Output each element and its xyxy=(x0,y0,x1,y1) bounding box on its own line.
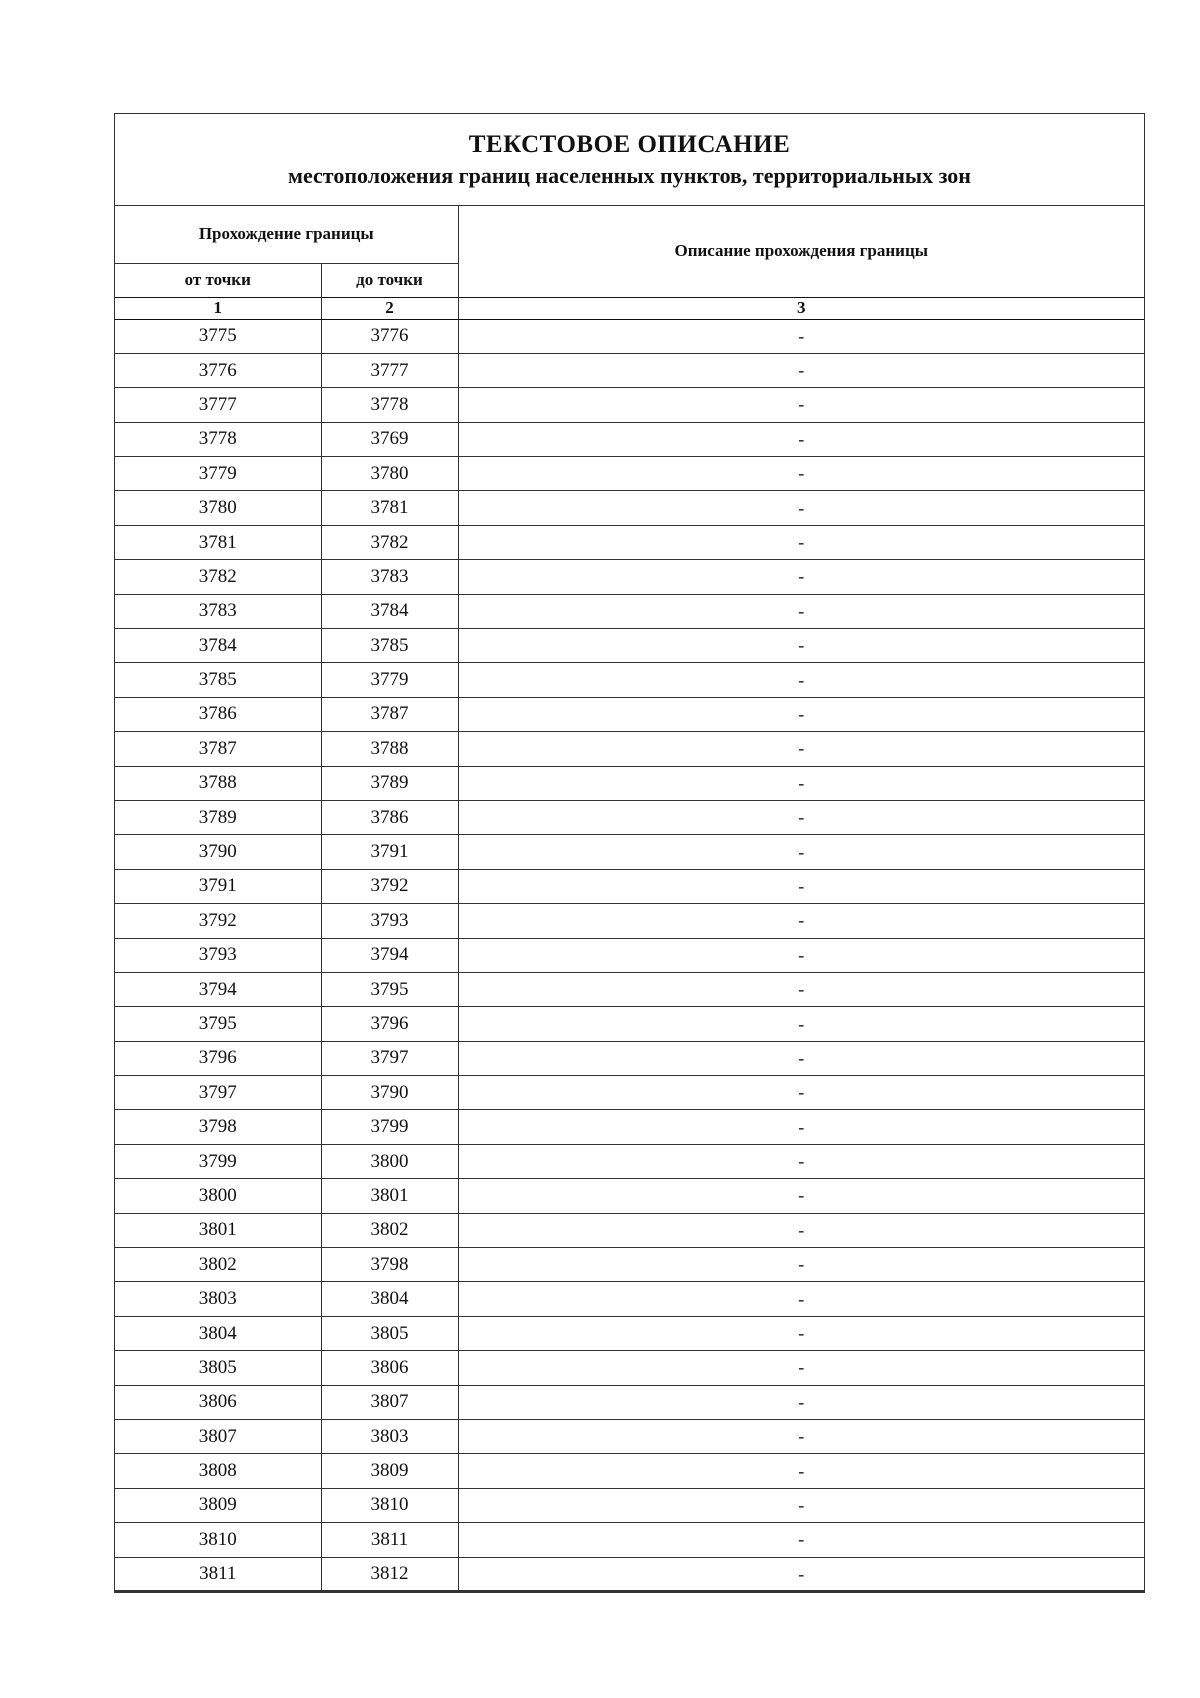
to-point-cell: 3789 xyxy=(321,766,458,800)
table-row xyxy=(115,1213,1144,1247)
from-point-cell: 3795 xyxy=(115,1007,321,1041)
table-row xyxy=(115,1557,1144,1591)
description-cell: - xyxy=(458,525,1144,559)
to-point-cell: 3810 xyxy=(321,1488,458,1522)
to-point-cell: 3809 xyxy=(321,1454,458,1488)
table-row xyxy=(115,938,1144,972)
from-point-cell: 3780 xyxy=(115,491,321,525)
from-point-cell: 3781 xyxy=(115,525,321,559)
table-row xyxy=(115,663,1144,697)
description-cell: - xyxy=(458,422,1144,456)
to-point-cell: 3798 xyxy=(321,1248,458,1282)
description-cell: - xyxy=(458,904,1144,938)
description-cell: - xyxy=(458,663,1144,697)
title-block xyxy=(115,114,1144,206)
to-point-cell: 3803 xyxy=(321,1420,458,1454)
description-cell: - xyxy=(458,1523,1144,1557)
to-point-cell: 3800 xyxy=(321,1144,458,1178)
column-number-1: 1 xyxy=(115,297,321,319)
from-point-cell: 3805 xyxy=(115,1351,321,1385)
from-point-cell: 3804 xyxy=(115,1316,321,1350)
table-row xyxy=(115,1488,1144,1522)
to-point-cell: 3779 xyxy=(321,663,458,697)
table-row xyxy=(115,457,1144,491)
from-point-cell: 3802 xyxy=(115,1248,321,1282)
to-point-cell: 3812 xyxy=(321,1557,458,1591)
description-cell: - xyxy=(458,732,1144,766)
from-point-cell: 3785 xyxy=(115,663,321,697)
to-point-cell: 3793 xyxy=(321,904,458,938)
from-point-cell: 3809 xyxy=(115,1488,321,1522)
table-row xyxy=(115,904,1144,938)
from-point-cell: 3808 xyxy=(115,1454,321,1488)
table-row xyxy=(115,1144,1144,1178)
table-row xyxy=(115,800,1144,834)
table-row xyxy=(115,766,1144,800)
to-point-cell: 3804 xyxy=(321,1282,458,1316)
to-point-cell: 3799 xyxy=(321,1110,458,1144)
to-point-cell: 3806 xyxy=(321,1351,458,1385)
table-row xyxy=(115,1041,1144,1075)
from-point-cell: 3778 xyxy=(115,422,321,456)
description-cell: - xyxy=(458,697,1144,731)
to-point-cell: 3811 xyxy=(321,1523,458,1557)
from-point-cell: 3806 xyxy=(115,1385,321,1419)
description-cell: - xyxy=(458,1420,1144,1454)
description-cell: - xyxy=(458,800,1144,834)
to-point-cell: 3777 xyxy=(321,353,458,387)
description-cell: - xyxy=(458,1316,1144,1350)
table-row xyxy=(115,525,1144,559)
to-point-cell: 3778 xyxy=(321,388,458,422)
description-cell: - xyxy=(458,1110,1144,1144)
table-row xyxy=(115,1316,1144,1350)
description-cell: - xyxy=(458,1179,1144,1213)
table-row xyxy=(115,1523,1144,1557)
to-point-cell: 3791 xyxy=(321,835,458,869)
to-point-cell: 3781 xyxy=(321,491,458,525)
to-point-cell: 3783 xyxy=(321,560,458,594)
description-cell: - xyxy=(458,1282,1144,1316)
from-point-cell: 3810 xyxy=(115,1523,321,1557)
table-row xyxy=(115,732,1144,766)
description-cell: - xyxy=(458,835,1144,869)
to-point-cell: 3786 xyxy=(321,800,458,834)
to-point-cell: 3769 xyxy=(321,422,458,456)
table-row xyxy=(115,1282,1144,1316)
table-row xyxy=(115,594,1144,628)
to-point-cell: 3802 xyxy=(321,1213,458,1247)
description-cell: - xyxy=(458,629,1144,663)
from-point-cell: 3794 xyxy=(115,972,321,1006)
table-row xyxy=(115,869,1144,903)
to-point-cell: 3807 xyxy=(321,1385,458,1419)
table-row xyxy=(115,1179,1144,1213)
from-point-cell: 3793 xyxy=(115,938,321,972)
header-from-point: от точки xyxy=(115,263,321,297)
from-point-cell: 3789 xyxy=(115,800,321,834)
header-description: Описание прохождения границы xyxy=(674,241,929,261)
table-body xyxy=(115,319,1144,1591)
from-point-cell: 3787 xyxy=(115,732,321,766)
to-point-cell: 3805 xyxy=(321,1316,458,1350)
from-point-cell: 3782 xyxy=(115,560,321,594)
table-row xyxy=(115,1420,1144,1454)
from-point-cell: 3786 xyxy=(115,697,321,731)
table-row xyxy=(115,1248,1144,1282)
description-cell: - xyxy=(458,766,1144,800)
document-frame xyxy=(114,113,1145,1593)
table-row xyxy=(115,1076,1144,1110)
to-point-cell: 3784 xyxy=(321,594,458,628)
to-point-cell: 3782 xyxy=(321,525,458,559)
from-point-cell: 3811 xyxy=(115,1557,321,1591)
to-point-cell: 3794 xyxy=(321,938,458,972)
table-row xyxy=(115,560,1144,594)
document-title: ТЕКСТОВОЕ ОПИСАНИЕ xyxy=(468,131,791,158)
to-point-cell: 3785 xyxy=(321,629,458,663)
from-point-cell: 3803 xyxy=(115,1282,321,1316)
table-row xyxy=(115,1385,1144,1419)
from-point-cell: 3807 xyxy=(115,1420,321,1454)
to-point-cell: 3790 xyxy=(321,1076,458,1110)
description-cell: - xyxy=(458,972,1144,1006)
to-point-cell: 3776 xyxy=(321,319,458,353)
to-point-cell: 3787 xyxy=(321,697,458,731)
to-point-cell: 3801 xyxy=(321,1179,458,1213)
to-point-cell: 3788 xyxy=(321,732,458,766)
table-row xyxy=(115,697,1144,731)
description-cell: - xyxy=(458,938,1144,972)
from-point-cell: 3792 xyxy=(115,904,321,938)
table-row xyxy=(115,388,1144,422)
description-cell: - xyxy=(458,594,1144,628)
to-point-cell: 3780 xyxy=(321,457,458,491)
to-point-cell: 3797 xyxy=(321,1041,458,1075)
description-cell: - xyxy=(458,491,1144,525)
from-point-cell: 3784 xyxy=(115,629,321,663)
header-to-point: до точки xyxy=(321,263,458,297)
description-cell: - xyxy=(458,1076,1144,1110)
table-row xyxy=(115,491,1144,525)
from-point-cell: 3777 xyxy=(115,388,321,422)
to-point-cell: 3795 xyxy=(321,972,458,1006)
table-row xyxy=(115,1110,1144,1144)
description-cell: - xyxy=(458,1385,1144,1419)
table-row xyxy=(115,353,1144,387)
from-point-cell: 3791 xyxy=(115,869,321,903)
description-cell: - xyxy=(458,560,1144,594)
from-point-cell: 3788 xyxy=(115,766,321,800)
from-point-cell: 3800 xyxy=(115,1179,321,1213)
description-cell: - xyxy=(458,457,1144,491)
description-cell: - xyxy=(458,1557,1144,1591)
table-row xyxy=(115,1351,1144,1385)
description-cell: - xyxy=(458,388,1144,422)
description-cell: - xyxy=(458,1248,1144,1282)
table-row xyxy=(115,422,1144,456)
from-point-cell: 3798 xyxy=(115,1110,321,1144)
description-cell: - xyxy=(458,1007,1144,1041)
from-point-cell: 3783 xyxy=(115,594,321,628)
from-point-cell: 3796 xyxy=(115,1041,321,1075)
from-point-cell: 3775 xyxy=(115,319,321,353)
table-row xyxy=(115,629,1144,663)
table-row xyxy=(115,972,1144,1006)
from-point-cell: 3801 xyxy=(115,1213,321,1247)
from-point-cell: 3797 xyxy=(115,1076,321,1110)
table-row xyxy=(115,835,1144,869)
description-cell: - xyxy=(458,1488,1144,1522)
to-point-cell: 3796 xyxy=(321,1007,458,1041)
boundary-table xyxy=(115,206,1144,1592)
description-cell: - xyxy=(458,1351,1144,1385)
header-passage: Прохождение границы xyxy=(115,206,458,263)
document-subtitle: местоположения границ населенных пунктов, территориальных зон xyxy=(288,163,971,188)
description-cell: - xyxy=(458,353,1144,387)
to-point-cell: 3792 xyxy=(321,869,458,903)
table-row xyxy=(115,1007,1144,1041)
from-point-cell: 3779 xyxy=(115,457,321,491)
column-number-2: 2 xyxy=(321,297,458,319)
description-cell: - xyxy=(458,1213,1144,1247)
description-cell: - xyxy=(458,1041,1144,1075)
table-row xyxy=(115,1454,1144,1488)
from-point-cell: 3790 xyxy=(115,835,321,869)
description-cell: - xyxy=(458,1454,1144,1488)
description-cell: - xyxy=(458,869,1144,903)
from-point-cell: 3799 xyxy=(115,1144,321,1178)
description-cell: - xyxy=(458,1144,1144,1178)
column-number-row xyxy=(115,297,1144,319)
from-point-cell: 3776 xyxy=(115,353,321,387)
column-number-3: 3 xyxy=(458,297,1144,319)
description-cell: - xyxy=(458,319,1144,353)
table-row xyxy=(115,319,1144,353)
